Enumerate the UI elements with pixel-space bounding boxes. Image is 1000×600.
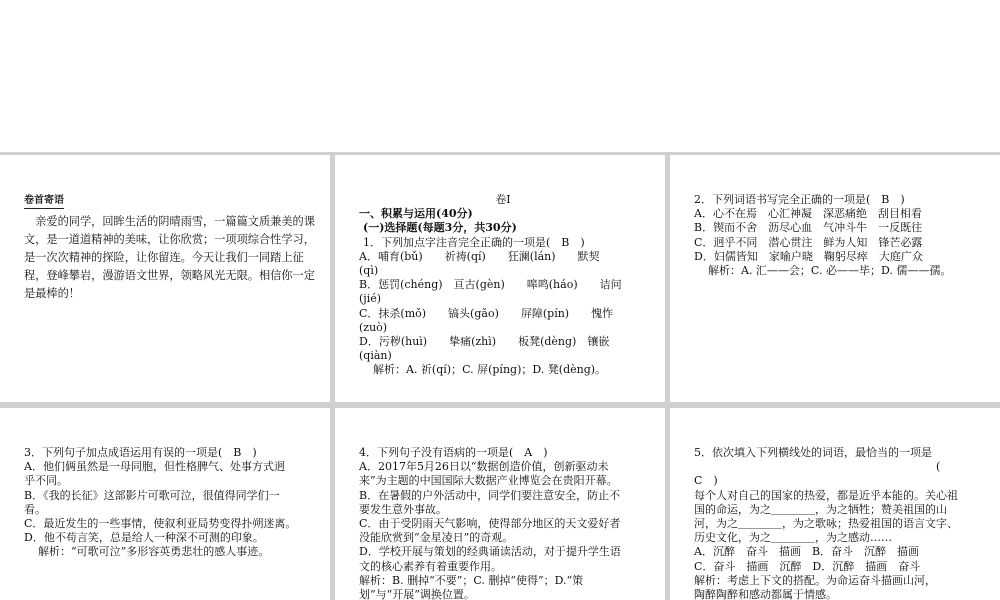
option-line: (zuò) bbox=[359, 320, 388, 334]
option-line: A．心不在焉 心汇神凝 深恶痛绝 刮目相看 bbox=[694, 207, 922, 221]
question-line: C ) bbox=[694, 474, 718, 488]
option-line: A．哺育(bǔ) 祈祷(qí) 狂澜(lán) 默契 bbox=[359, 249, 600, 263]
option-line: 来”为主题的中国国际大数据产业博览会在贵阳开幕。 bbox=[359, 474, 618, 488]
question-line: 5．依次填入下列横线处的词语，最恰当的一项是 bbox=[694, 446, 932, 459]
paper-title: 卷Ⅰ bbox=[495, 193, 511, 206]
option-line: (qiàn) bbox=[359, 349, 392, 363]
option-line: D．污秽(huì) 挚痛(zhì) 板凳(dèng) 镶嵌 bbox=[359, 335, 610, 349]
answer-analysis: 解析：A. 祈(qí)；C. 屏(píng)；D. 凳(dèng)。 bbox=[373, 363, 607, 377]
passage-line: 河，为之＿＿＿＿，为之歌咏；热爱祖国的语言文字、 bbox=[694, 517, 958, 531]
option-line: A．他们俩虽然是一母同胞，但性格脾气、处事方式迥 bbox=[24, 460, 285, 474]
slide-panel-question-2[interactable] bbox=[670, 155, 1000, 402]
slide-panel-question-3[interactable] bbox=[0, 408, 330, 600]
option-line: C．抹杀(mǒ) 镐头(gǎo) 屏障(pín) 愧怍 bbox=[359, 306, 614, 320]
passage-line: 每个人对自己的国家的热爱，都是近乎本能的。关心祖 bbox=[694, 488, 958, 502]
option-line: 乎不同。 bbox=[24, 474, 68, 488]
subsection-heading: (一)选择题(每题3分，共30分) bbox=[363, 221, 517, 235]
option-line: 没能欣赏到“金星凌日”的奇观。 bbox=[359, 531, 514, 545]
answer-analysis: 解析：“可歌可泣”多形容英勇悲壮的感人事迹。 bbox=[38, 545, 270, 559]
section-heading: 一、积累与运用(40分) bbox=[359, 207, 473, 221]
option-line: (jié) bbox=[359, 292, 382, 306]
option-line: D．学校开展与策划的经典诵读活动，对于提升学生语 bbox=[359, 545, 621, 559]
option-line: C．由于受阴雨天气影响，使得部分地区的天文爱好者 bbox=[359, 517, 621, 531]
option-line: C．奋斗 描画 沉醉 D．沉醉 描画 奋斗 bbox=[694, 559, 921, 573]
slide-panel-preface[interactable] bbox=[0, 155, 330, 402]
option-line: 看。 bbox=[24, 502, 46, 516]
answer-analysis: 陶醉陶醉和感动都属于情感。 bbox=[694, 588, 837, 600]
passage-line: 历史文化，为之＿＿＿＿，为之感动…… bbox=[694, 531, 892, 545]
option-line: C．最近发生的一些事情，使叙利亚局势变得扑朔迷离。 bbox=[24, 517, 297, 531]
question-line: 3．下列句子加点成语运用有误的一项是( B ) bbox=[24, 446, 257, 459]
option-line: 文的核心素养有着重要作用。 bbox=[359, 559, 502, 573]
question-line: 1．下列加点字注音完全正确的一项是( B ) bbox=[363, 235, 585, 249]
option-line: B．锲而不舍 沥尽心血 气冲斗牛 一反既往 bbox=[694, 221, 923, 235]
answer-analysis: 划”与“开展”调换位置。 bbox=[359, 588, 475, 600]
slide-panel-question-1[interactable] bbox=[335, 155, 665, 402]
option-line: D．妇儒皆知 家喻户晓 鞠躬尽瘁 大庭广众 bbox=[694, 249, 923, 263]
option-line: D．他不苟言笑，总是给人一种深不可测的印象。 bbox=[24, 531, 264, 545]
preface-text: 亲爱的同学，回眸生活的阴晴雨雪，一篇篇文质兼美的课文，是一道道精神的美味，让你欣赏；一项项综合性学习，是一次次精神的探险，让你留连。今天让我们一同踏上征程，登峰攀岩，漫游语文世界，领略风光无限。相信你一定是最棒的！ bbox=[24, 215, 315, 301]
question-line: 2．下列词语书写完全正确的一项是( B ) bbox=[694, 193, 905, 206]
option-line: (qì) bbox=[359, 264, 379, 278]
slide-panel-question-4[interactable] bbox=[335, 408, 665, 600]
question-line: ( bbox=[694, 460, 941, 474]
preface-badge: 卷首寄语 bbox=[24, 194, 64, 209]
answer-analysis: 解析：B. 删掉“不要”；C. 删掉“使得”；D.“策 bbox=[359, 573, 584, 587]
passage-line: 国的命运，为之＿＿＿＿，为之牺牲；赞美祖国的山 bbox=[694, 502, 947, 516]
option-line: A．2017年5月26日以“数据创造价值，创新驱动未 bbox=[359, 460, 609, 474]
answer-analysis: 解析：A. 汇——会；C. 必——毕；D. 儒——孺。 bbox=[708, 264, 952, 278]
option-line: C．迥乎不同 潜心贯注 鲜为人知 锋芒必露 bbox=[694, 235, 923, 249]
slide-panel-question-5[interactable] bbox=[670, 408, 1000, 600]
option-line: B．惩罚(chéng) 亘古(gèn) 嗥鸣(háo) 诘问 bbox=[359, 278, 622, 292]
option-line: A．沉醉 奋斗 描画 B．奋斗 沉醉 描画 bbox=[694, 545, 920, 559]
option-line: B．《我的长征》这部影片可歌可泣，很值得同学们一 bbox=[24, 488, 280, 502]
option-line: 要发生意外事故。 bbox=[359, 502, 447, 516]
option-line: B．在暑假的户外活动中，同学们要注意安全，防止不 bbox=[359, 488, 621, 502]
question-line: 4．下列句子没有语病的一项是( A ) bbox=[359, 446, 548, 459]
answer-analysis: 解析：考虑上下文的搭配。为命运奋斗描画山河， bbox=[694, 573, 936, 587]
